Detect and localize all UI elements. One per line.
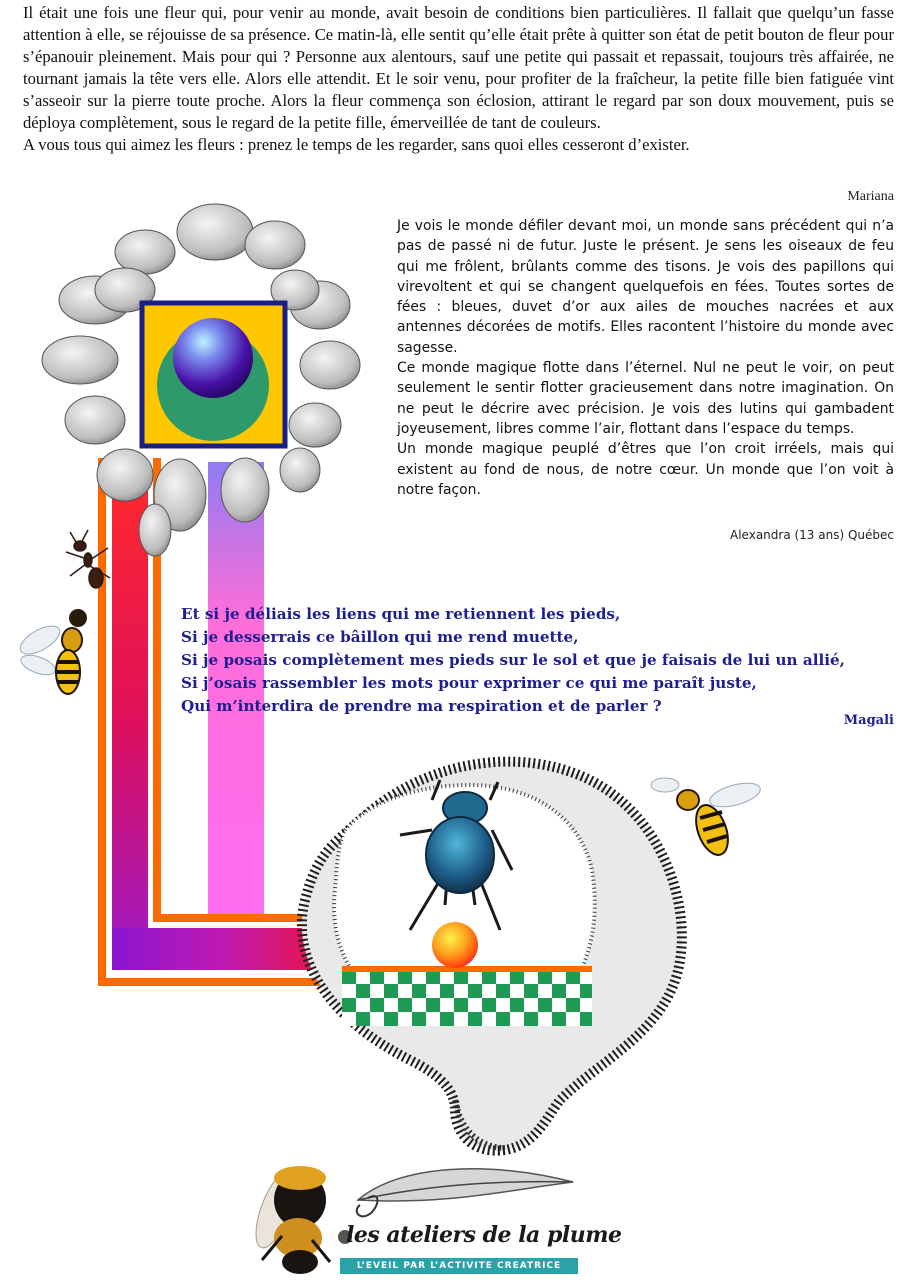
ring [302,762,682,1151]
wasp-icon [16,609,87,694]
story-alexandra [397,216,894,500]
signature-alexandra: Alexandra (13 ans) Québec [730,528,894,542]
story-paragraph: Ce monde magique flotte dans l’éternel. Nul ne peut le voir, on peut seulement le sentir flotter gracieusement dans notre imagination. On ne peut le décrire avec précision. Je vois des lutins qui gambadent joyeusement, libres comme l’air, flottant dans l’espace du temps. [397,360,894,437]
square-emblem [142,303,285,446]
logo-tagline: L’EVEIL PAR L’ACTIVITE CREATRICE [340,1258,578,1274]
poem-line: Si je posais complètement mes pieds sur le sol et que je faisais de lui un allié, [181,651,845,669]
story-paragraph: Un monde magique peuplé d’êtres que l’on croit irréels, mais qui existent au fond de nous, de notre cœur. Un monde que l’on voit à notre façon. [397,441,894,498]
poem-magali [181,603,881,718]
bumblebee-icon [248,1166,330,1274]
ball [432,922,478,968]
poem-line: Si je desserrais ce bâillon qui me rend muette, [181,628,579,646]
story-paragraph: Il était une fois une fleur qui, pour venir au monde, avait besoin de conditions bien particulières. Il fallait que quelqu’un fasse attention à elle, se réjouisse de sa présence. Ce matin-là, elle sentit qu’elle était prête à quitter son état de petit bouton de fleur pour s’épanouir pleinement. Mais pour qui ? Personne aux alentours, sauf une petite qui passait et repassait, toujours très affairée, ne tournant jamais la tête vers elle. Alors elle attendit. Et le soir venu, pour profiter de la fraîcheur, la petite fille bien fatiguée vint s’asseoir sur la pierre toute proche. Alors la fleur commença son éclosion, attirant le regard par son doux mouvement, puis se déploya complètement, sous le regard de la petite fille, émerveillée de tant de couleurs. [23,3,894,132]
logo-title: les ateliers de la plume [346,1222,622,1248]
logo [338,1160,622,1276]
story-paragraph: Je vois le monde défiler devant moi, un monde sans précédent qui n’a pas de passé ni de futur. Juste le présent. Je sens les oiseaux de feu qui me frôlent, brûlants comme des tisons. Je vois des papillons qui virevoltent et qui se changent quelquefois en fées. Toutes sortes de fées : bleues, duvet d’or aux ailes de mouches nacrées et aux antennes décorées de motifs. Elles racontent l’histoire du monde avec sagesse. [397,218,894,356]
story-paragraph: A vous tous qui aimez les fleurs : prenez le temps de les regarder, sans quoi elles cesseront d’exister. [23,135,690,154]
poem-line: Et si je déliais les liens qui me retiennent les pieds, [181,605,621,623]
poem-line: Si j’osais rassembler les mots pour exprimer ce qui me paraît juste, [181,674,757,692]
story-mariana [23,2,894,156]
feather-icon [338,1160,581,1230]
signature-mariana: Mariana [847,189,894,204]
poem-line: Qui m’interdira de prendre ma respiration et de parler ? [181,697,662,715]
wasp-icon-right [651,778,763,859]
signature-magali: Magali [843,713,894,728]
